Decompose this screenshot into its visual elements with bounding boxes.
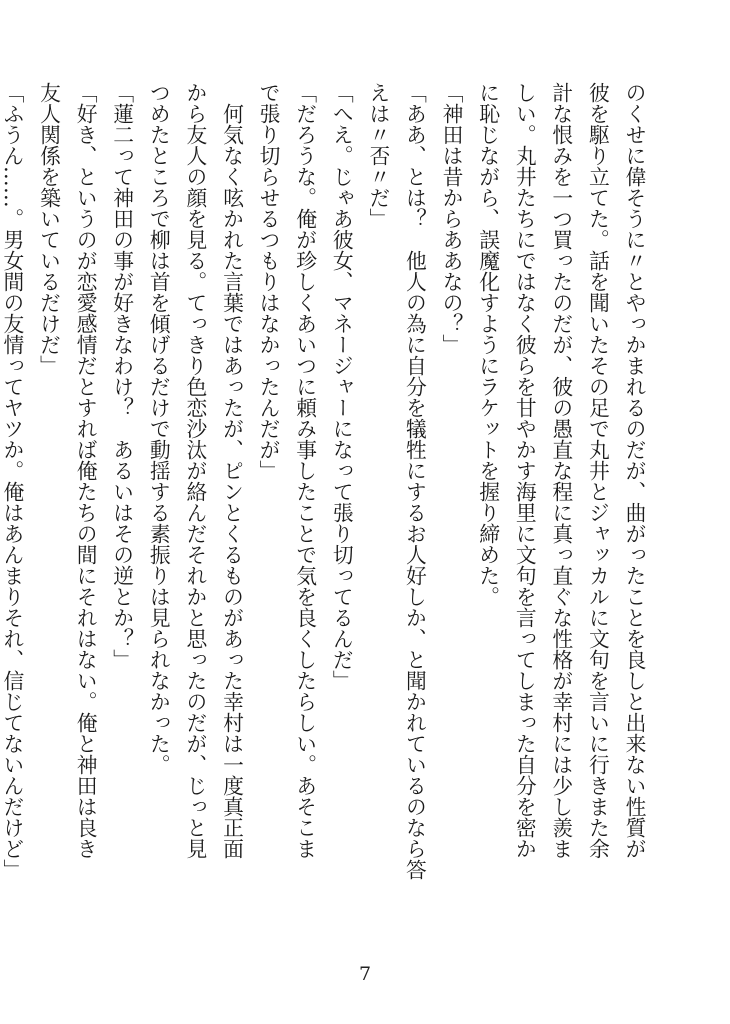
text-line: 「へえ。じゃあ彼女、マネージャーになって張り切ってるんだ」	[329, 82, 354, 691]
text-line: つめたところで柳は首を傾げるだけで動揺する素振りは見られなかった。	[146, 82, 171, 775]
text-line: 何気なく呟かれた言葉ではあったが、ピンとくるものがあった幸村は一度真正面	[219, 82, 244, 859]
text-line: 「ふうん……。男女間の友情ってヤツか。俺はあんまりそれ、信じてないんだけど」	[0, 82, 24, 880]
text-line: 「蓮二って神田の事が好きなわけ？ あるいはその逆とか？」	[109, 82, 134, 670]
text-line: で張り切らせるつもりはなかったんだが」	[256, 82, 281, 481]
text-line: 計な恨みを一つ買ったのだが、彼の愚直な程に真っ直ぐな性格が幸村には少し羨ま	[548, 82, 573, 859]
text-line: 「だろうな。俺が珍しくあいつに頼み事したことで気を良くしたらしい。あそこま	[292, 82, 317, 859]
text-line: しい。丸井たちにではなく彼らを甘やかす海里に文句を言ってしまった自分を密か	[512, 82, 537, 859]
text-line: 彼を駆り立てた。話を聞いたその足で丸井とジャッカルに文句を言いに行きまた余	[585, 82, 610, 859]
text-line: に恥じながら、誤魔化すようにラケットを握り締めた。	[475, 82, 500, 607]
text-line: 「ああ、とは？ 他人の為に自分を犠牲にするお人好しか、と聞かれているのなら答	[402, 82, 427, 880]
text-line: から友人の顔を見る。てっきり色恋沙汰が絡んだそれかと思ったのだが、じっと見	[182, 82, 207, 859]
text-line: 友人関係を築いているだけだ」	[36, 82, 61, 376]
text-line: 「好き、というのが恋愛感情だとすれば俺たちの間にそれはない。俺と神田は良き	[73, 82, 98, 859]
text-line: のくせに偉そうに〃とやっかまれるのだが、曲がったことを良しと出来ない性質が	[622, 82, 646, 859]
text-line: 「神田は昔からああなの？」	[439, 82, 464, 355]
page-number: 7	[358, 963, 372, 985]
text-line: えは〃否〃だ」	[365, 82, 390, 229]
vertical-text-body	[0, 82, 652, 942]
